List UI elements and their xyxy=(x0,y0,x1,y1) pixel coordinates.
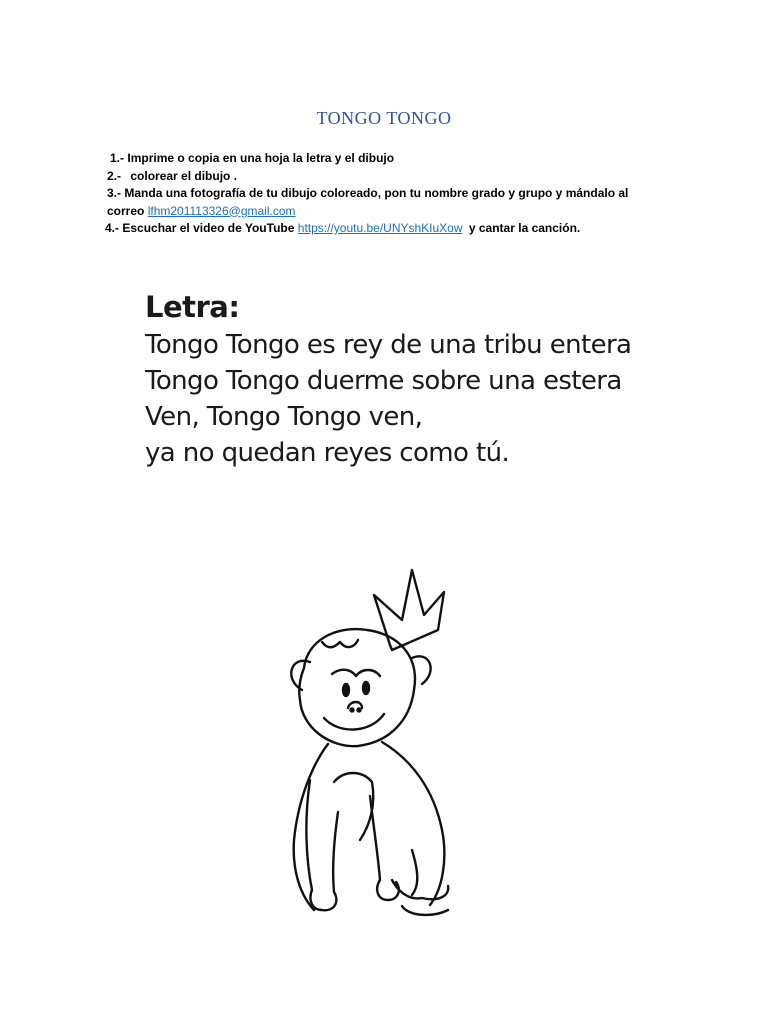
instruction-1 xyxy=(107,150,667,168)
instruction-3 xyxy=(107,185,667,203)
instruction-text: Escuchar el video de YouTube xyxy=(122,221,295,235)
instruction-number: 2.- xyxy=(107,168,122,183)
monkey-king-drawing xyxy=(262,550,502,930)
lyrics-heading: Letra: xyxy=(145,290,240,324)
instruction-3-continued xyxy=(107,203,667,221)
email-prefix: correo xyxy=(107,203,145,218)
lyrics-line: Tongo Tongo duerme sobre una estera xyxy=(145,366,622,396)
instruction-number: 3.- xyxy=(107,186,122,200)
monkey-king-icon xyxy=(262,550,502,930)
lyrics-line: ya no quedan reyes como tú. xyxy=(145,438,510,468)
instruction-2 xyxy=(107,168,667,186)
email-link[interactable]: lfhm201113326@gmail.com xyxy=(147,203,296,218)
youtube-link[interactable]: https://youtu.be/UNYshKIuXow xyxy=(297,221,463,235)
page-title: TONGO TONGO xyxy=(316,108,452,128)
instruction-number: 1.- xyxy=(110,151,125,165)
instruction-text: Imprime o copia en una hoja la letra y el dibujo xyxy=(127,151,395,165)
lyrics-line: Tongo Tongo es rey de una tribu entera xyxy=(145,330,632,360)
instruction-text: colorear el dibujo . xyxy=(130,168,238,183)
lyrics-line: Ven, Tongo Tongo ven, xyxy=(145,402,423,432)
instructions-list xyxy=(107,150,667,238)
instruction-suffix: y cantar la canción. xyxy=(468,221,581,235)
instruction-4 xyxy=(105,220,667,238)
lyrics-block xyxy=(145,287,655,471)
instruction-text: Manda una fotografía de tu dibujo coloreado, pon tu nombre grado y grupo y mándalo al xyxy=(124,186,629,200)
instruction-number: 4.- xyxy=(105,221,120,235)
